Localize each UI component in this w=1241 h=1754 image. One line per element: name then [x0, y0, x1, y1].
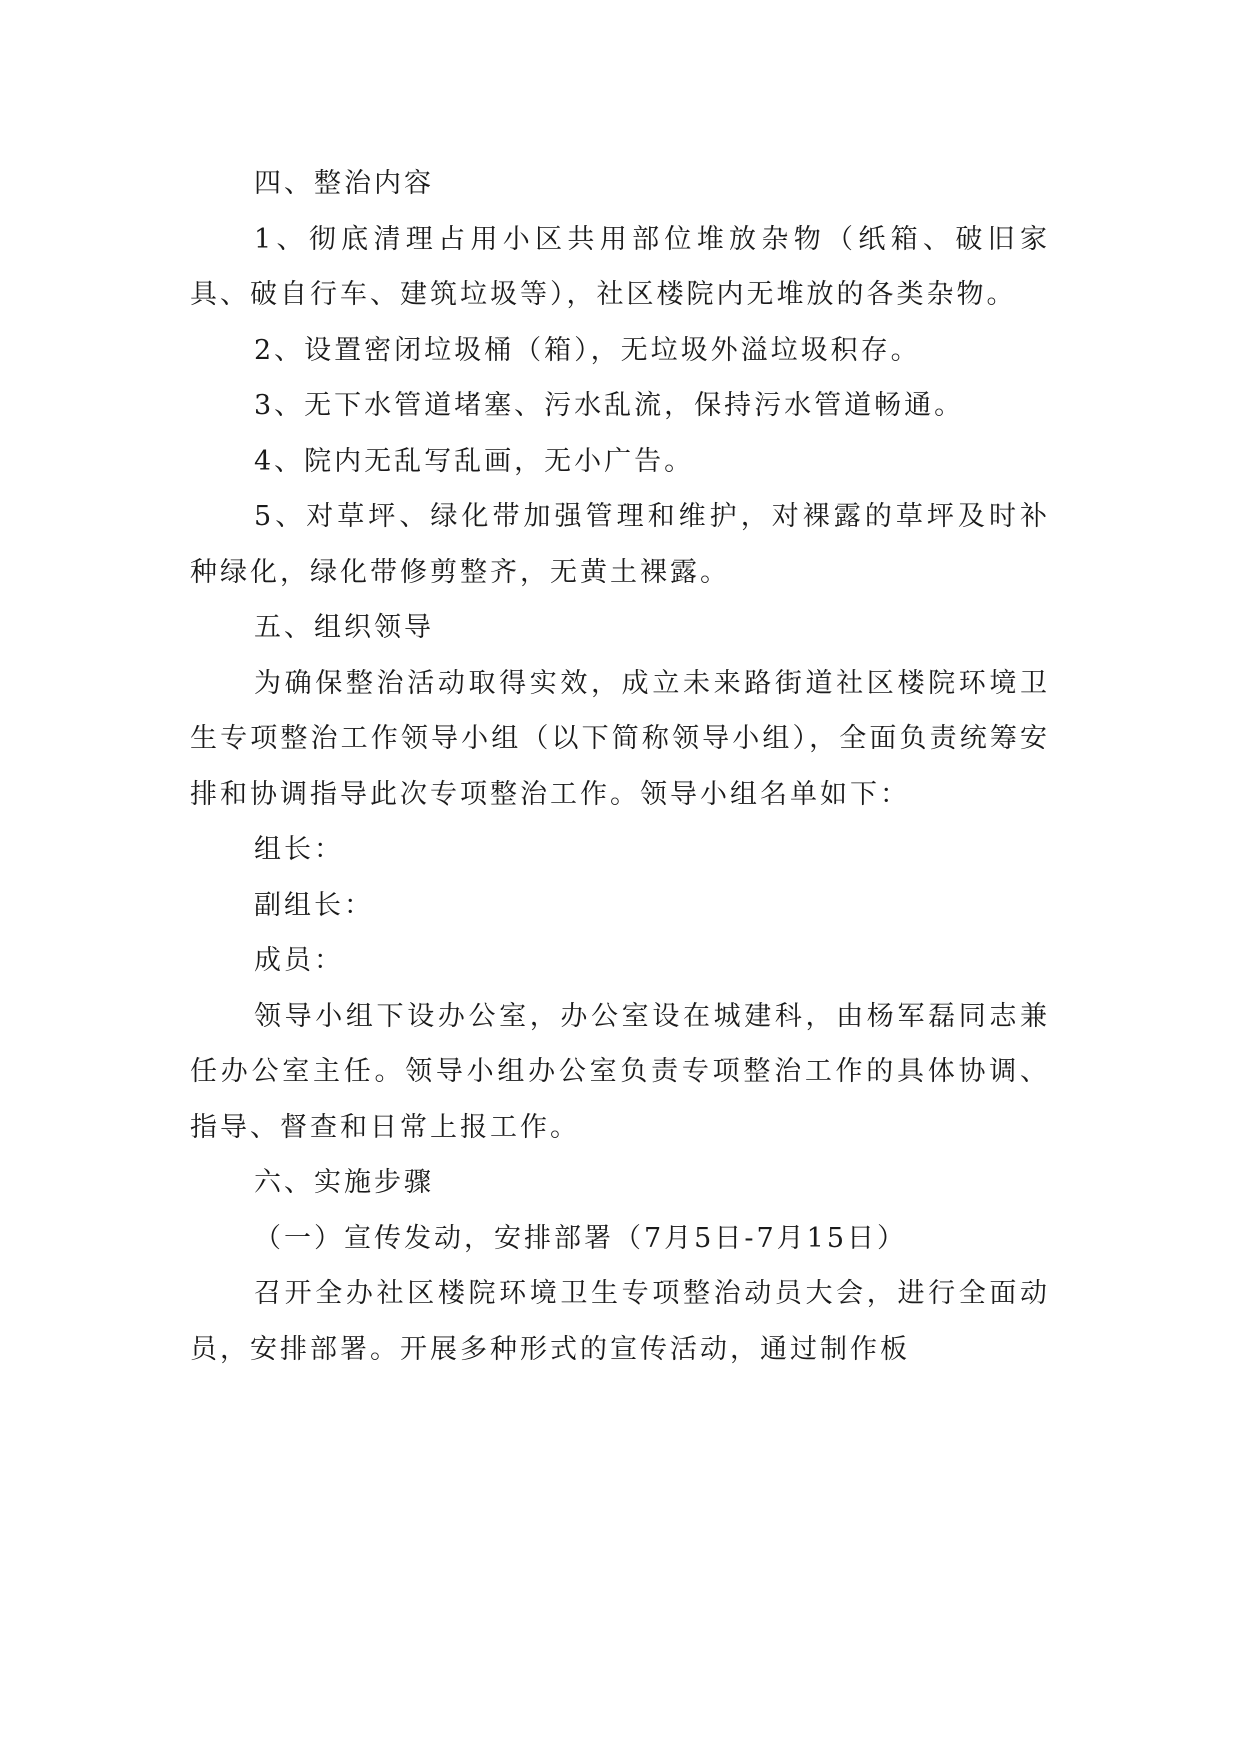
- section-heading-organization: 五、组织领导: [254, 612, 434, 643]
- office-description: 领导小组下设办公室，办公室设在城建科，由杨军磊同志兼任办公室主任。领导小组办公室负责专项整治工作的具体协调、指导、督查和日常上报工作。: [190, 1000, 1050, 1143]
- organization-intro: 为确保整治活动取得实效，成立未来路街道社区楼院环境卫生专项整治工作领导小组（以下简称领导小组），全面负责统筹安排和协调指导此次专项整治工作。领导小组名单如下：: [190, 667, 1050, 810]
- step-1-description: 召开全办社区楼院环境卫生专项整治动员大会，进行全面动员，安排部署。开展多种形式的宣传活动，通过制作板: [190, 1278, 1050, 1365]
- content-item-5: 5、对草坪、绿化带加强管理和维护，对裸露的草坪及时补种绿化，绿化带修剪整齐，无黄土裸露。: [190, 501, 1050, 588]
- content-item-4: 4、院内无乱写乱画，无小广告。: [254, 445, 695, 477]
- content-item-3: 3、无下水管道堵塞、污水乱流，保持污水管道畅通。: [254, 390, 965, 421]
- members-line: 成员：: [254, 945, 344, 976]
- leader-line: 组长：: [254, 834, 344, 865]
- content-item-2: 2、设置密闭垃圾桶（箱），无垃圾外溢垃圾积存。: [254, 334, 921, 366]
- content-item-1: 1、彻底清理占用小区共用部位堆放杂物（纸箱、破旧家具、破自行车、建筑垃圾等），社区楼院内无堆放的各类杂物。: [190, 223, 1050, 310]
- section-heading-steps: 六、实施步骤: [254, 1167, 434, 1198]
- section-heading-content: 四、整治内容: [254, 168, 434, 199]
- document-body: [190, 156, 1050, 1377]
- deputy-leader-line: 副组长：: [254, 889, 374, 921]
- step-1-heading: （一）宣传发动，安排部署（7月5日-7月15日）: [254, 1222, 908, 1254]
